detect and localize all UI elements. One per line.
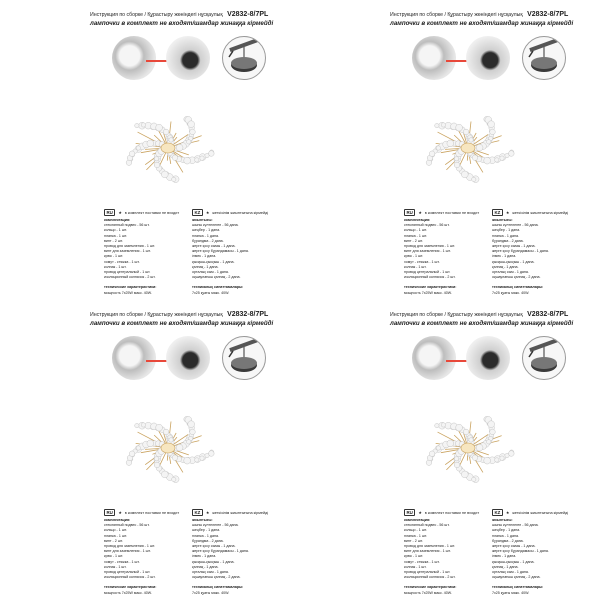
- tech-ru: мощность 7x25W макс. 40W.: [104, 290, 152, 295]
- contents-item: оқшаулағыш қалпақ - 2 дана.: [492, 575, 541, 580]
- contents-item: винт - 2 шт.: [404, 238, 423, 243]
- tech-header-kz: техникалық сипаттамалары:: [192, 285, 244, 290]
- contents-kz: [192, 518, 249, 596]
- contents-item: кольцо - 1 шт.: [104, 528, 127, 533]
- items-ru: [404, 223, 456, 280]
- contents-item: провод центральный - 1 шт.: [104, 570, 151, 575]
- contents-ru: [104, 218, 156, 296]
- tech-header-ru: технические характеристики:: [104, 285, 157, 290]
- subtitle: лампочки в комплект не входят/шамдар жинаққа кірмейді: [390, 320, 574, 327]
- star-icon: ★: [118, 511, 122, 515]
- contents-item: бұрандма - 2 дана.: [192, 238, 224, 243]
- contents-item: винт для заземления - 1 шт.: [404, 249, 451, 254]
- items-kz: [492, 223, 549, 280]
- legend-note-ru: в комплект поставки не входит: [424, 510, 480, 515]
- contents-header-ru: комплектация:: [404, 518, 431, 522]
- contents-item: қысқыш-қысқыш - 1 дана.: [492, 559, 535, 564]
- contents-header-kz: жиынтығы:: [492, 518, 513, 522]
- mounting-plate-icon: [223, 37, 265, 79]
- legend-note-ru: в комплект поставки не входит: [424, 210, 480, 215]
- title-line: Инструкция по сборке / Құрастыру жөніндегі нұсқаулық: [90, 12, 223, 18]
- contents-item: винт для заземления - 1 шт.: [104, 249, 151, 254]
- contents-item: шыны күлтелеген - 56 дана.: [192, 223, 239, 228]
- model-number: V2832-8/7PL: [227, 311, 269, 318]
- tech-header-kz: техникалық сипаттамалары:: [492, 585, 544, 590]
- items-ru: [104, 523, 156, 580]
- fitting-detail-photo: [466, 36, 510, 80]
- model-number: V2832-8/7PL: [527, 311, 569, 318]
- contents-item: жерге қосу бұрандамасы - 1 дана.: [492, 249, 549, 254]
- legend-ru: [104, 209, 179, 216]
- contents-item: ілмек - 1 дана.: [492, 254, 517, 259]
- contents-item: винт - 2 шт.: [404, 538, 423, 543]
- legend-kz: [492, 209, 568, 216]
- contents-item: колпак - 1 шт.: [404, 264, 427, 269]
- contents-item: шыны күлтелеген - 56 дана.: [492, 523, 539, 528]
- contents-item: планка - 1 дана.: [492, 533, 519, 538]
- contents-item: қалпақ - 1 дана.: [492, 564, 519, 569]
- contents-item: шеңбер - 1 дана.: [192, 528, 221, 533]
- tech-header-kz: техникалық сипаттамалары:: [192, 585, 244, 590]
- contents-ru: [404, 518, 456, 596]
- mounting-diagram: [222, 336, 266, 380]
- mounting-diagram: [522, 336, 566, 380]
- contents-item: хомут - стяжка - 1 шт.: [104, 259, 140, 264]
- contents-item: ілмек - 1 дана.: [492, 554, 517, 559]
- contents-item: провод для заземления - 1 шт.: [404, 244, 456, 249]
- contents-kz: [492, 518, 549, 596]
- contents-item: қалпақ - 1 дана.: [192, 564, 219, 569]
- contents-item: крюк - 1 шт.: [104, 554, 124, 559]
- sheet-header: [90, 311, 290, 327]
- contents-item: шеңбер - 1 дана.: [192, 228, 221, 233]
- mounting-plate-icon: [223, 337, 265, 379]
- instruction-sheet: [0, 300, 300, 600]
- contents-header-ru: комплектация:: [104, 518, 131, 522]
- legend-note-ru: в комплект поставки не входит: [124, 210, 180, 215]
- chandelier-image: [420, 408, 516, 490]
- star-icon: ★: [505, 511, 510, 515]
- contents-item: планка - 1 дана.: [492, 233, 519, 238]
- chandelier-image: [120, 108, 216, 190]
- title-line: Инструкция по сборке / Құрастыру жөніндегі нұсқаулық: [390, 12, 523, 18]
- contents-item: стеклянный подвес - 56 шт.: [404, 223, 450, 228]
- legend-kz: [492, 509, 568, 516]
- legend-row: [104, 209, 294, 216]
- legend-kz: [192, 209, 268, 216]
- contents-item: оқшаулағыш қалпақ - 2 дана.: [192, 275, 241, 280]
- contents-item: колпак - 1 шт.: [104, 564, 127, 569]
- lang-badge-kz: KZ: [192, 209, 203, 216]
- contents-item: хомут - стяжка - 1 шт.: [104, 559, 140, 564]
- lang-badge-ru: RU: [404, 509, 415, 516]
- contents-item: қалпақ - 1 дана.: [492, 264, 519, 269]
- items-kz: [192, 523, 249, 580]
- contents-item: провод для заземления - 1 шт.: [404, 544, 456, 549]
- lang-badge-ru: RU: [404, 209, 415, 216]
- contents-item: орталық сым - 1 дана.: [192, 570, 229, 575]
- star-icon: ★: [205, 211, 210, 215]
- model-number: V2832-8/7PL: [527, 11, 569, 18]
- contents-item: крюк - 1 шт.: [404, 254, 424, 259]
- contents-item: винт для заземления - 1 шт.: [404, 549, 451, 554]
- contents-item: бұрандма - 2 дана.: [492, 238, 524, 243]
- contents-item: хомут - стяжка - 1 шт.: [404, 559, 440, 564]
- contents-header-ru: комплектация:: [404, 218, 431, 222]
- items-kz: [192, 223, 249, 280]
- subtitle: лампочки в комплект не входят/шамдар жинаққа кірмейді: [90, 320, 274, 327]
- tech-ru: мощность 7x25W макс. 40W.: [404, 590, 452, 595]
- contents-item: оқшаулағыш қалпақ - 2 дана.: [492, 275, 541, 280]
- sheet-header: [90, 11, 290, 27]
- contents-item: жерге қосу сымы - 1 дана.: [192, 544, 236, 549]
- title-line: Инструкция по сборке / Құрастыру жөніндегі нұсқаулық: [390, 312, 523, 318]
- contents-item: орталық сым - 1 дана.: [492, 570, 529, 575]
- fitting-detail-photo: [466, 336, 510, 380]
- contents-item: провод центральный - 1 шт.: [404, 270, 451, 275]
- contents-item: шыны күлтелеген - 56 дана.: [492, 223, 539, 228]
- star-icon: ★: [118, 211, 122, 215]
- lang-badge-kz: KZ: [192, 509, 203, 516]
- legend-row: [404, 209, 594, 216]
- contents-item: оқшаулағыш қалпақ - 2 дана.: [192, 575, 241, 580]
- contents-header-kz: жиынтығы:: [192, 218, 213, 222]
- tech-header-ru: технические характеристики:: [404, 285, 457, 290]
- tech-header-ru: технические характеристики:: [104, 585, 157, 590]
- contents-item: хомут - стяжка - 1 шт.: [404, 259, 440, 264]
- contents-item: колпак - 1 шт.: [104, 264, 127, 269]
- lang-badge-ru: RU: [104, 209, 115, 216]
- mounting-plate-icon: [523, 337, 565, 379]
- legend-row: [404, 509, 594, 516]
- contents-item: изоляционный колпачок - 2 шт.: [404, 275, 456, 280]
- contents-item: қалпақ - 1 дана.: [192, 264, 219, 269]
- fitting-detail-photo: [166, 36, 210, 80]
- instruction-sheet: [300, 0, 600, 300]
- contents-header-ru: комплектация:: [104, 218, 131, 222]
- title-line: Инструкция по сборке / Құрастыру жөніндегі нұсқаулық: [90, 312, 223, 318]
- contents-item: колпак - 1 шт.: [404, 564, 427, 569]
- contents-item: бұрандма - 2 дана.: [492, 538, 524, 543]
- contents-item: планка - 1 шт.: [404, 533, 427, 538]
- contents-item: крюк - 1 шт.: [104, 254, 124, 259]
- legend-note-kz: жеткізілім жиынтығына кірмейді: [512, 210, 569, 215]
- subtitle: лампочки в комплект не входят/шамдар жинаққа кірмейді: [390, 20, 574, 27]
- star-icon: ★: [205, 511, 210, 515]
- contents-item: кольцо - 1 шт.: [404, 528, 427, 533]
- legend-ru: [104, 509, 179, 516]
- lang-badge-kz: KZ: [492, 509, 503, 516]
- chandelier-image: [120, 408, 216, 490]
- legend-note-ru: в комплект поставки не входит: [124, 510, 180, 515]
- contents-item: жерге қосу бұрандамасы - 1 дана.: [192, 249, 249, 254]
- mounting-plate-icon: [523, 37, 565, 79]
- sheet-header: [390, 311, 590, 327]
- contents-item: жерге қосу сымы - 1 дана.: [192, 244, 236, 249]
- contents-item: провод центральный - 1 шт.: [104, 270, 151, 275]
- contents-kz: [492, 218, 549, 296]
- tech-kz: 7x25 қуаты макс. 40W.: [192, 290, 230, 295]
- contents-item: планка - 1 дана.: [192, 533, 219, 538]
- items-kz: [492, 523, 549, 580]
- contents-item: жерге қосу сымы - 1 дана.: [492, 244, 536, 249]
- contents-item: жерге қосу бұрандамасы - 1 дана.: [492, 549, 549, 554]
- instruction-sheet: [0, 0, 300, 300]
- contents-item: шеңбер - 1 дана.: [492, 528, 521, 533]
- contents-item: орталық сым - 1 дана.: [492, 270, 529, 275]
- contents-item: стеклянный подвес - 56 шт.: [404, 523, 450, 528]
- tech-ru: мощность 7x25W макс. 40W.: [404, 290, 452, 295]
- legend-ru: [404, 509, 479, 516]
- contents-item: винт - 2 шт.: [104, 238, 123, 243]
- contents-item: провод для заземления - 1 шт.: [104, 544, 156, 549]
- contents-item: планка - 1 шт.: [104, 233, 127, 238]
- star-icon: ★: [418, 211, 422, 215]
- legend-note-kz: жеткізілім жиынтығына кірмейді: [512, 510, 569, 515]
- star-icon: ★: [418, 511, 422, 515]
- contents-item: шыны күлтелеген - 56 дана.: [192, 523, 239, 528]
- contents-kz: [192, 218, 249, 296]
- contents-item: провод центральный - 1 шт.: [404, 570, 451, 575]
- fitting-detail-photo: [166, 336, 210, 380]
- tech-header-ru: технические характеристики:: [404, 585, 457, 590]
- contents-item: қысқыш-қысқыш - 1 дана.: [492, 259, 535, 264]
- contents-ru: [404, 218, 456, 296]
- items-ru: [404, 523, 456, 580]
- contents-item: ілмек - 1 дана.: [192, 254, 217, 259]
- lang-badge-ru: RU: [104, 509, 115, 516]
- contents-item: изоляционный колпачок - 2 шт.: [104, 575, 156, 580]
- sheet-header: [390, 11, 590, 27]
- lang-badge-kz: KZ: [492, 209, 503, 216]
- tech-kz: 7x25 қуаты макс. 40W.: [192, 590, 230, 595]
- contents-item: жерге қосу бұрандамасы - 1 дана.: [192, 549, 249, 554]
- contents-item: провод для заземления - 1 шт.: [104, 244, 156, 249]
- contents-item: кольцо - 1 шт.: [104, 228, 127, 233]
- contents-item: қысқыш-қысқыш - 1 дана.: [192, 559, 235, 564]
- contents-item: шеңбер - 1 дана.: [492, 228, 521, 233]
- legend-kz: [192, 509, 268, 516]
- contents-header-kz: жиынтығы:: [192, 518, 213, 522]
- legend-note-kz: жеткізілім жиынтығына кірмейді: [212, 210, 269, 215]
- tech-kz: 7x25 қуаты макс. 40W.: [492, 590, 530, 595]
- contents-item: изоляционный колпачок - 2 шт.: [404, 575, 456, 580]
- contents-item: винт - 2 шт.: [104, 538, 123, 543]
- tech-header-kz: техникалық сипаттамалары:: [492, 285, 544, 290]
- contents-item: планка - 1 шт.: [104, 533, 127, 538]
- contents-ru: [104, 518, 156, 596]
- contents-item: стеклянный подвес - 56 шт.: [104, 223, 150, 228]
- contents-item: жерге қосу сымы - 1 дана.: [492, 544, 536, 549]
- legend-ru: [404, 209, 479, 216]
- contents-item: крюк - 1 шт.: [404, 554, 424, 559]
- star-icon: ★: [505, 211, 510, 215]
- tech-kz: 7x25 қуаты макс. 40W.: [492, 290, 530, 295]
- chandelier-image: [420, 108, 516, 190]
- contents-item: стеклянный подвес - 56 шт.: [104, 523, 150, 528]
- contents-header-kz: жиынтығы:: [492, 218, 513, 222]
- mounting-diagram: [522, 36, 566, 80]
- model-number: V2832-8/7PL: [227, 11, 269, 18]
- mounting-diagram: [222, 36, 266, 80]
- contents-item: қысқыш-қысқыш - 1 дана.: [192, 259, 235, 264]
- contents-item: орталық сым - 1 дана.: [192, 270, 229, 275]
- contents-item: бұрандма - 2 дана.: [192, 538, 224, 543]
- legend-note-kz: жеткізілім жиынтығына кірмейді: [212, 510, 269, 515]
- instruction-sheet: [300, 300, 600, 600]
- items-ru: [104, 223, 156, 280]
- tech-ru: мощность 7x25W макс. 40W.: [104, 590, 152, 595]
- contents-item: ілмек - 1 дана.: [192, 554, 217, 559]
- contents-item: винт для заземления - 1 шт.: [104, 549, 151, 554]
- legend-row: [104, 509, 294, 516]
- contents-item: планка - 1 дана.: [192, 233, 219, 238]
- contents-item: планка - 1 шт.: [404, 233, 427, 238]
- subtitle: лампочки в комплект не входят/шамдар жинаққа кірмейді: [90, 20, 274, 27]
- contents-item: кольцо - 1 шт.: [404, 228, 427, 233]
- contents-item: изоляционный колпачок - 2 шт.: [104, 275, 156, 280]
